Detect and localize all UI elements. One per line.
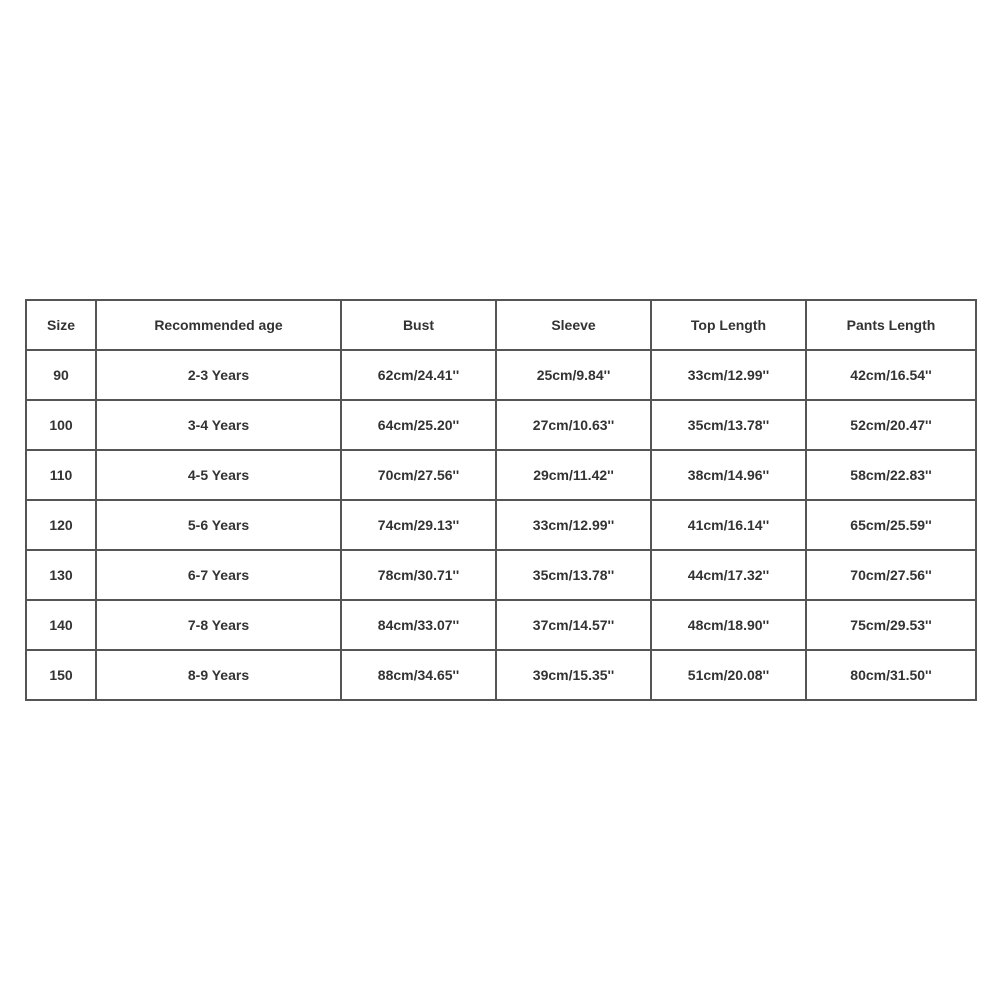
cell-pants-length: 58cm/22.83'' (806, 450, 976, 500)
header-sleeve: Sleeve (496, 300, 651, 350)
cell-age: 8-9 Years (96, 650, 341, 700)
cell-top-length: 35cm/13.78'' (651, 400, 806, 450)
cell-pants-length: 70cm/27.56'' (806, 550, 976, 600)
cell-pants-length: 65cm/25.59'' (806, 500, 976, 550)
cell-size: 140 (26, 600, 96, 650)
cell-sleeve: 29cm/11.42'' (496, 450, 651, 500)
cell-age: 4-5 Years (96, 450, 341, 500)
cell-sleeve: 33cm/12.99'' (496, 500, 651, 550)
cell-bust: 88cm/34.65'' (341, 650, 496, 700)
table-row (26, 600, 976, 650)
cell-sleeve: 39cm/15.35'' (496, 650, 651, 700)
cell-size: 110 (26, 450, 96, 500)
cell-size: 90 (26, 350, 96, 400)
table-row (26, 350, 976, 400)
cell-top-length: 38cm/14.96'' (651, 450, 806, 500)
table-row (26, 550, 976, 600)
cell-sleeve: 37cm/14.57'' (496, 600, 651, 650)
table-row (26, 450, 976, 500)
cell-size: 120 (26, 500, 96, 550)
cell-pants-length: 75cm/29.53'' (806, 600, 976, 650)
cell-age: 5-6 Years (96, 500, 341, 550)
header-pants-length: Pants Length (806, 300, 976, 350)
cell-top-length: 51cm/20.08'' (651, 650, 806, 700)
cell-age: 2-3 Years (96, 350, 341, 400)
header-size: Size (26, 300, 96, 350)
cell-bust: 74cm/29.13'' (341, 500, 496, 550)
cell-top-length: 48cm/18.90'' (651, 600, 806, 650)
cell-sleeve: 27cm/10.63'' (496, 400, 651, 450)
cell-size: 150 (26, 650, 96, 700)
cell-age: 7-8 Years (96, 600, 341, 650)
cell-sleeve: 35cm/13.78'' (496, 550, 651, 600)
cell-bust: 78cm/30.71'' (341, 550, 496, 600)
cell-top-length: 44cm/17.32'' (651, 550, 806, 600)
cell-pants-length: 80cm/31.50'' (806, 650, 976, 700)
header-recommended-age: Recommended age (96, 300, 341, 350)
cell-sleeve: 25cm/9.84'' (496, 350, 651, 400)
header-bust: Bust (341, 300, 496, 350)
table-row (26, 650, 976, 700)
cell-top-length: 33cm/12.99'' (651, 350, 806, 400)
cell-bust: 62cm/24.41'' (341, 350, 496, 400)
cell-bust: 84cm/33.07'' (341, 600, 496, 650)
cell-bust: 64cm/25.20'' (341, 400, 496, 450)
cell-size: 100 (26, 400, 96, 450)
cell-top-length: 41cm/16.14'' (651, 500, 806, 550)
cell-pants-length: 42cm/16.54'' (806, 350, 976, 400)
header-top-length: Top Length (651, 300, 806, 350)
cell-pants-length: 52cm/20.47'' (806, 400, 976, 450)
header-row (26, 300, 976, 350)
table-row (26, 500, 976, 550)
table-row (26, 400, 976, 450)
cell-bust: 70cm/27.56'' (341, 450, 496, 500)
cell-age: 6-7 Years (96, 550, 341, 600)
size-chart-table (25, 299, 977, 701)
cell-age: 3-4 Years (96, 400, 341, 450)
cell-size: 130 (26, 550, 96, 600)
